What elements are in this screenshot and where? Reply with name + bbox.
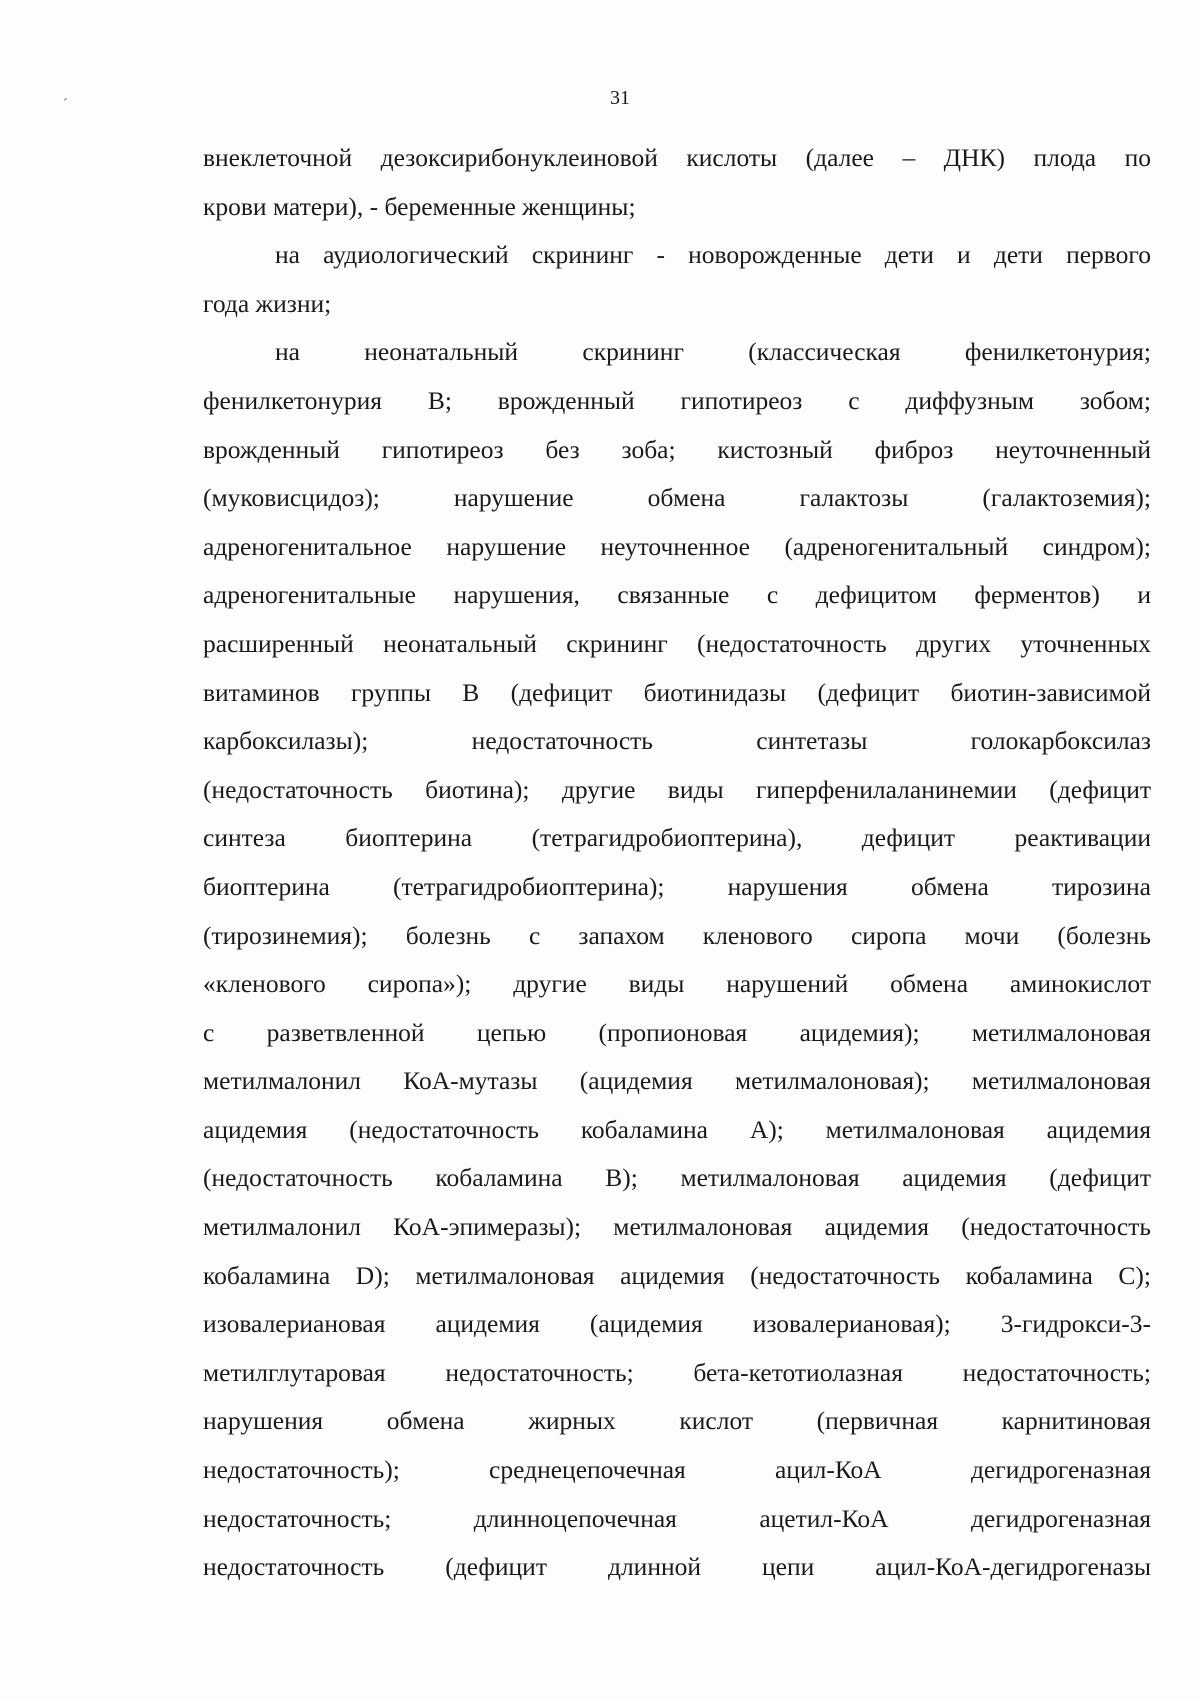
text-line: изовалериановая ацидемия (ацидемия изовалериановая); 3-гидрокси-3- [203,1309,1151,1339]
text-line: нарушения обмена жирных кислот (первичная карнитиновая [203,1406,1151,1436]
text-line: внеклеточной дезоксирибонуклеиновой кислоты (далее – ДНК) плода по [203,143,1151,172]
text-line: крови матери), - беременные женщины; [203,191,636,221]
text-line: синтеза биоптерина (тетрагидробиоптерина), дефицит реактивации [203,823,1151,853]
text-line: врожденный гипотиреоз без зоба; кистозный фиброз неуточненный [203,434,1151,464]
text-line: (муковисцидоз); нарушение обмена галактозы (галактоземия); [203,483,1151,513]
page-number: 31 [610,87,630,109]
text-line: расширенный неонатальный скрининг (недостаточность других уточненных [203,628,1151,658]
text-line: метилмалонил КоА-эпимеразы); метилмалоновая ацидемия (недостаточность [203,1212,1151,1242]
scan-mark: ˊ [63,97,68,112]
text-line: года жизни; [203,288,332,318]
text-line: биоптерина (тетрагидробиоптерина); нарушения обмена тирозина [203,871,1151,901]
text-line: недостаточность); среднецепочечная ацил-КоА дегидрогеназная [203,1455,1151,1485]
text-line: недостаточность; длинноцепочечная ацетил-КоА дегидрогеназная [203,1503,1151,1533]
text-line: метилмалонил КоА-мутазы (ацидемия метилмалоновая); метилмалоновая [203,1066,1151,1096]
text-line: недостаточность (дефицит длинной цепи ацил-КоА-дегидрогеназы [203,1552,1151,1582]
text-line: карбоксилазы); недостаточность синтетазы голокарбоксилаз [203,726,1151,756]
text-line: метилглутаровая недостаточность; бета-кетотиолазная недостаточность; [203,1357,1151,1387]
text-line: адреногенитальное нарушение неуточненное (адреногенитальный синдром); [203,531,1151,561]
text-line: «кленового сиропа»); другие виды нарушений обмена аминокислот [203,969,1151,999]
text-line: с разветвленной цепью (пропионовая ацидемия); метилмалоновая [203,1017,1151,1047]
text-line: витаминов группы В (дефицит биотинидазы (дефицит биотин-зависимой [203,677,1151,707]
text-line: (недостаточность кобаламина В); метилмалоновая ацидемия (дефицит [203,1163,1151,1193]
text-line: кобаламина D); метилмалоновая ацидемия (недостаточность кобаламина С); [203,1260,1151,1290]
text-line: на аудиологический скрининг - новорожденные дети и дети первого [275,240,1151,270]
text-line: адреногенитальные нарушения, связанные с дефицитом ферментов) и [203,580,1151,610]
text-line: фенилкетонурия В; врожденный гипотиреоз с диффузным зобом; [203,385,1151,415]
body-text [203,134,1151,1592]
text-line: ацидемия (недостаточность кобаламина А); метилмалоновая ацидемия [203,1114,1151,1144]
text-line: на неонатальный скрининг (классическая фенилкетонурия; [275,337,1151,367]
text-line: (тирозинемия); болезнь с запахом кленового сиропа мочи (болезнь [203,920,1151,950]
text-line: (недостаточность биотина); другие виды гиперфенилаланинемии (дефицит [203,774,1151,804]
